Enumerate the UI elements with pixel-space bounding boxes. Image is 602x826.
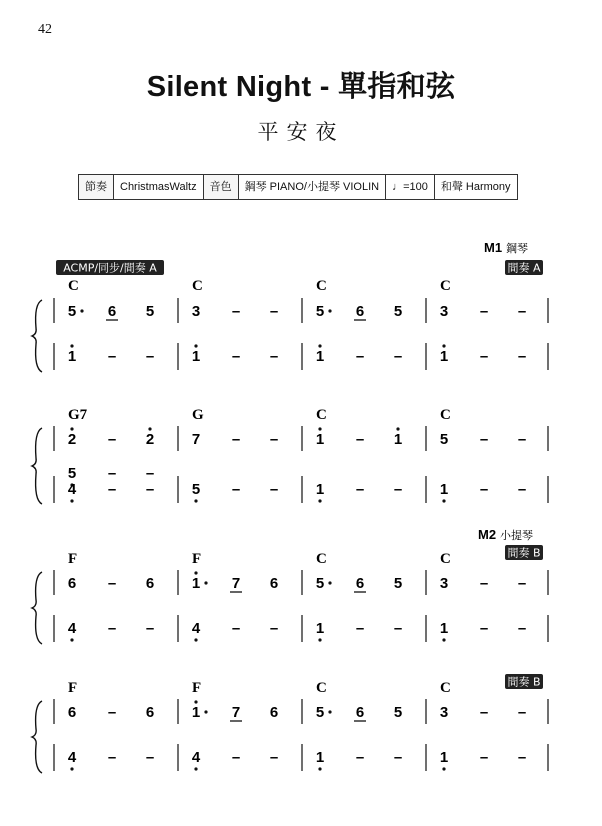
system-brace: [32, 300, 42, 372]
lower-note-low-dot: [194, 638, 197, 641]
chord-symbol: C: [192, 278, 203, 294]
marker-m2-instrument: 小提琴: [500, 529, 533, 542]
upper-note: 2: [145, 431, 155, 448]
upper-note: 6: [145, 575, 155, 592]
lower-note: –: [107, 749, 117, 766]
lower-note: 1: [67, 348, 77, 365]
lower-note: –: [269, 348, 279, 365]
lower-note: –: [269, 749, 279, 766]
lower-note: –: [145, 348, 155, 365]
upper-note: –: [231, 431, 241, 448]
lower-note: 1: [315, 620, 325, 637]
upper-note: 1: [315, 431, 325, 448]
upper-note-dot: [328, 309, 331, 312]
chord-symbol: C: [440, 407, 451, 423]
lower-note: 4: [191, 749, 201, 766]
info-cell-0: 節奏: [79, 175, 113, 199]
lower-note: –: [355, 749, 365, 766]
lower-note: –: [107, 481, 117, 498]
lower-note: –: [269, 620, 279, 637]
upper-note: –: [517, 704, 527, 721]
chord-symbol: C: [316, 407, 327, 423]
upper-note: –: [231, 303, 241, 320]
lower-note: –: [231, 620, 241, 637]
upper-note: –: [517, 575, 527, 592]
lower-note-high-dot: [442, 344, 445, 347]
lower-note: 4: [67, 749, 77, 766]
lower-note: –: [517, 620, 527, 637]
upper-note: 6: [107, 303, 117, 320]
lower-note-low-dot: [442, 638, 445, 641]
upper-note: 5: [145, 303, 155, 320]
lower-note-low-dot: [318, 638, 321, 641]
intro-a-tag: 間奏 A: [507, 261, 541, 275]
upper-note: 5: [393, 704, 403, 721]
lower-note: –: [479, 749, 489, 766]
upper-note: 5: [67, 303, 77, 320]
chord-symbol: C: [68, 278, 79, 294]
upper-note-dot: [80, 309, 83, 312]
lower-note: –: [517, 348, 527, 365]
lower-note: 1: [315, 348, 325, 365]
upper-note: 2: [67, 431, 77, 448]
upper-note-dot: [204, 581, 207, 584]
upper-note: –: [355, 431, 365, 448]
upper-note-high-dot: [70, 427, 73, 430]
lower-note: –: [107, 620, 117, 637]
info-cell-3: 鋼琴 PIANO/小提琴 VIOLIN: [238, 175, 385, 199]
lower-note-low-dot: [318, 767, 321, 770]
lower-stack-note: –: [107, 465, 117, 482]
chord-symbol: C: [440, 551, 451, 567]
lower-note: 4: [67, 481, 77, 498]
page-subtitle: 平安夜: [257, 120, 345, 144]
lower-note: –: [145, 749, 155, 766]
upper-note: 7: [231, 575, 241, 592]
upper-note-dot: [204, 710, 207, 713]
lower-note-high-dot: [318, 344, 321, 347]
chord-symbol: G: [192, 407, 204, 423]
upper-note-high-dot: [318, 427, 321, 430]
upper-note: –: [107, 431, 117, 448]
lower-note-low-dot: [318, 499, 321, 502]
upper-note: –: [107, 704, 117, 721]
chord-symbol: F: [68, 680, 78, 696]
upper-note: 7: [191, 431, 201, 448]
upper-note: 6: [67, 575, 77, 592]
upper-note-high-dot: [194, 700, 197, 703]
lower-note: –: [479, 481, 489, 498]
upper-note: –: [479, 431, 489, 448]
upper-note: 5: [439, 431, 449, 448]
lower-note: –: [393, 620, 403, 637]
chord-symbol: F: [192, 551, 202, 567]
upper-note-high-dot: [194, 571, 197, 574]
chord-symbol: F: [68, 551, 78, 567]
chord-symbol: C: [316, 680, 327, 696]
upper-note: 6: [269, 704, 279, 721]
lower-note: 1: [191, 348, 201, 365]
lower-note: 4: [191, 620, 201, 637]
chord-symbol: F: [192, 680, 202, 696]
info-cell-4: ♩=100: [385, 175, 434, 199]
chord-symbol: C: [316, 278, 327, 294]
upper-note: 3: [439, 575, 449, 592]
info-cell-2: 音色: [203, 175, 238, 199]
upper-note: 3: [439, 303, 449, 320]
chord-symbol: C: [440, 278, 451, 294]
lower-note: –: [145, 620, 155, 637]
upper-note-high-dot: [148, 427, 151, 430]
lower-note: –: [231, 749, 241, 766]
lower-note-low-dot: [194, 499, 197, 502]
upper-note: –: [479, 303, 489, 320]
upper-note-dot: [328, 710, 331, 713]
upper-note-dot: [328, 581, 331, 584]
upper-note: 6: [355, 704, 365, 721]
lower-note: –: [393, 348, 403, 365]
upper-note: 1: [191, 704, 201, 721]
upper-note: 6: [355, 303, 365, 320]
page-number: 42: [38, 22, 52, 37]
upper-note-high-dot: [396, 427, 399, 430]
upper-note: –: [517, 303, 527, 320]
upper-note: 6: [67, 704, 77, 721]
lower-note: –: [517, 481, 527, 498]
system-brace: [32, 428, 42, 504]
lower-note: 1: [439, 348, 449, 365]
upper-note: 7: [231, 704, 241, 721]
upper-note: 6: [269, 575, 279, 592]
lower-note: –: [145, 481, 155, 498]
chord-symbol: C: [316, 551, 327, 567]
upper-note: 5: [315, 704, 325, 721]
lower-note: –: [231, 481, 241, 498]
acmp-tag: ACMP/同步/間奏 A: [63, 261, 157, 275]
lower-note: 1: [439, 481, 449, 498]
upper-note: 5: [315, 303, 325, 320]
lower-note-high-dot: [194, 344, 197, 347]
upper-note: –: [269, 431, 279, 448]
lower-note-low-dot: [70, 767, 73, 770]
lower-note: 1: [439, 620, 449, 637]
lower-note: 4: [67, 620, 77, 637]
lower-stack-note: –: [145, 465, 155, 482]
chord-symbol: C: [440, 680, 451, 696]
marker-m1-instrument: 鋼琴: [506, 242, 528, 255]
info-cell-1: ChristmasWaltz: [113, 175, 203, 199]
lower-note-low-dot: [70, 638, 73, 641]
lower-note-low-dot: [194, 767, 197, 770]
upper-note: 6: [145, 704, 155, 721]
marker-m1: M1: [484, 240, 503, 255]
lower-stack-note: 5: [67, 465, 77, 482]
upper-note: 5: [393, 303, 403, 320]
system-brace: [32, 572, 42, 644]
upper-note: –: [107, 575, 117, 592]
lower-note: 1: [439, 749, 449, 766]
marker-m2: M2: [478, 527, 497, 542]
upper-note: –: [269, 303, 279, 320]
lower-note: –: [393, 749, 403, 766]
upper-note: 3: [191, 303, 201, 320]
lower-note: –: [517, 749, 527, 766]
intro-b-tag-2: 間奏 B: [507, 675, 541, 689]
lower-note: –: [355, 481, 365, 498]
lower-note: –: [355, 620, 365, 637]
upper-note: 1: [393, 431, 403, 448]
lower-note: 5: [191, 481, 201, 498]
system-brace: [32, 701, 42, 773]
lower-note: 1: [315, 749, 325, 766]
upper-note: 1: [191, 575, 201, 592]
lower-note: 1: [315, 481, 325, 498]
page-title: Silent Night - 單指和弦: [146, 71, 456, 103]
upper-note: –: [479, 575, 489, 592]
lower-note: –: [269, 481, 279, 498]
info-cell-5: 和聲 Harmony: [434, 175, 517, 199]
lower-note: –: [479, 620, 489, 637]
intro-b-tag: 間奏 B: [507, 546, 541, 560]
lower-note: –: [479, 348, 489, 365]
lower-note-high-dot: [70, 344, 73, 347]
lower-note: –: [107, 348, 117, 365]
upper-note: 5: [315, 575, 325, 592]
lower-note-low-dot: [442, 499, 445, 502]
lower-note-low-dot: [442, 767, 445, 770]
lower-note: –: [231, 348, 241, 365]
lower-note-low-dot: [70, 499, 73, 502]
upper-note: –: [517, 431, 527, 448]
upper-note: 5: [393, 575, 403, 592]
lower-note: –: [393, 481, 403, 498]
upper-note: 6: [355, 575, 365, 592]
chord-symbol: G7: [68, 407, 88, 423]
upper-note: 3: [439, 704, 449, 721]
lower-note: –: [355, 348, 365, 365]
upper-note: –: [479, 704, 489, 721]
